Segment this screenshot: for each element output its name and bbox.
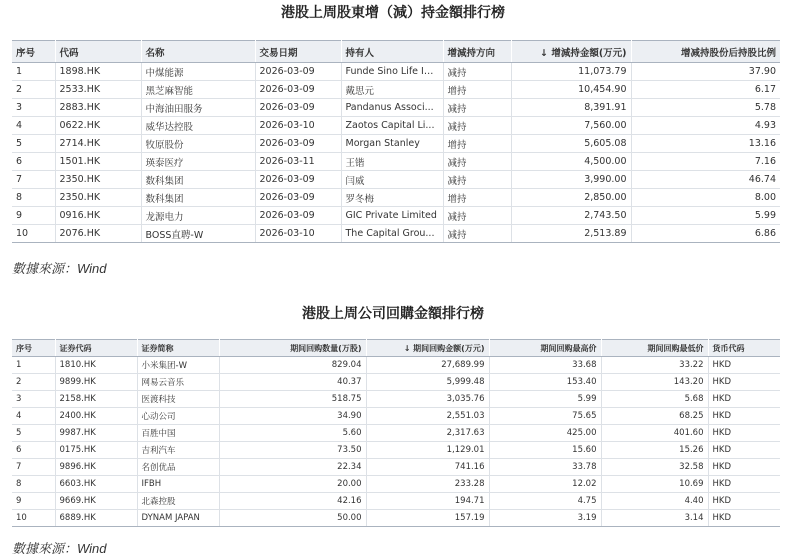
cell-security-name: 小米集团-W — [137, 357, 219, 374]
cell-trade-date: 2026-03-10 — [255, 117, 341, 135]
col-header-rank[interactable]: 序号 — [12, 41, 55, 63]
col-header-holder[interactable]: 持有人 — [341, 41, 443, 63]
cell-name: 龙源电力 — [141, 207, 255, 225]
cell-buyback-low: 32.58 — [601, 459, 708, 476]
table-row[interactable] — [12, 171, 780, 189]
cell-trade-date: 2026-03-09 — [255, 207, 341, 225]
cell-buyback-amount: 3,035.76 — [366, 391, 489, 408]
cell-currency: HKD — [708, 476, 780, 493]
cell-direction: 减持 — [443, 117, 511, 135]
cell-security-name: 网易云音乐 — [137, 374, 219, 391]
cell-buyback-amount: 194.71 — [366, 493, 489, 510]
col-header-buyback-shares[interactable]: 期间回购数量(万股) — [219, 340, 366, 357]
data-source-note: 數據來源：Wind — [12, 541, 107, 556]
cell-direction: 增持 — [443, 189, 511, 207]
cell-currency: HKD — [708, 391, 780, 408]
cell-security-name: 心动公司 — [137, 408, 219, 425]
cell-currency: HKD — [708, 510, 780, 527]
cell-direction: 减持 — [443, 63, 511, 81]
cell-amount: 2,513.89 — [511, 225, 631, 243]
cell-rank: 2 — [12, 81, 55, 99]
cell-rank: 6 — [12, 442, 55, 459]
data-source-note: 數據來源：Wind — [12, 261, 107, 276]
cell-holder: 闫威 — [341, 171, 443, 189]
cell-direction: 增持 — [443, 135, 511, 153]
table-row[interactable] — [12, 81, 780, 99]
cell-rank: 1 — [12, 63, 55, 81]
cell-name: BOSS直聘-W — [141, 225, 255, 243]
cell-buyback-low: 68.25 — [601, 408, 708, 425]
col-header-trade-date[interactable]: 交易日期 — [255, 41, 341, 63]
cell-buyback-shares: 42.16 — [219, 493, 366, 510]
cell-direction: 减持 — [443, 153, 511, 171]
cell-name: 数科集团 — [141, 189, 255, 207]
table-row[interactable] — [12, 493, 780, 510]
cell-buyback-low: 143.20 — [601, 374, 708, 391]
cell-rank: 5 — [12, 425, 55, 442]
cell-buyback-low: 5.68 — [601, 391, 708, 408]
table-row[interactable] — [12, 442, 780, 459]
cell-rank: 3 — [12, 391, 55, 408]
cell-rank: 4 — [12, 117, 55, 135]
table-row[interactable] — [12, 357, 780, 374]
cell-currency: HKD — [708, 357, 780, 374]
cell-security-code: 0175.HK — [55, 442, 137, 459]
cell-direction: 减持 — [443, 171, 511, 189]
cell-buyback-high: 5.99 — [489, 391, 601, 408]
cell-code: 2076.HK — [55, 225, 141, 243]
cell-name: 威华达控股 — [141, 117, 255, 135]
cell-trade-date: 2026-03-09 — [255, 189, 341, 207]
cell-buyback-shares: 40.37 — [219, 374, 366, 391]
cell-buyback-low: 401.60 — [601, 425, 708, 442]
cell-name: 瑛泰医疗 — [141, 153, 255, 171]
table-row[interactable] — [12, 189, 780, 207]
cell-currency: HKD — [708, 442, 780, 459]
table-row[interactable] — [12, 459, 780, 476]
cell-holder: Morgan Stanley — [341, 135, 443, 153]
cell-security-code: 2400.HK — [55, 408, 137, 425]
col-header-buyback-high[interactable]: 期间回购最高价 — [489, 340, 601, 357]
table-row[interactable] — [12, 425, 780, 442]
cell-buyback-shares: 5.60 — [219, 425, 366, 442]
cell-amount: 5,605.08 — [511, 135, 631, 153]
cell-buyback-shares: 50.00 — [219, 510, 366, 527]
cell-code: 1501.HK — [55, 153, 141, 171]
cell-amount: 4,500.00 — [511, 153, 631, 171]
cell-direction: 减持 — [443, 225, 511, 243]
table-row[interactable] — [12, 99, 780, 117]
cell-holding-ratio: 46.74 — [631, 171, 780, 189]
cell-buyback-low: 4.40 — [601, 493, 708, 510]
col-header-security-code[interactable]: 证券代码 — [55, 340, 137, 357]
cell-trade-date: 2026-03-09 — [255, 135, 341, 153]
cell-security-code: 6889.HK — [55, 510, 137, 527]
table-row[interactable] — [12, 63, 780, 81]
cell-security-code: 9987.HK — [55, 425, 137, 442]
cell-rank: 8 — [12, 189, 55, 207]
cell-holder: Pandanus Associ... — [341, 99, 443, 117]
cell-rank: 1 — [12, 357, 55, 374]
holder-change-table — [12, 40, 780, 243]
cell-trade-date: 2026-03-10 — [255, 225, 341, 243]
cell-rank: 4 — [12, 408, 55, 425]
cell-buyback-high: 15.60 — [489, 442, 601, 459]
cell-rank: 10 — [12, 225, 55, 243]
table-row[interactable] — [12, 476, 780, 493]
cell-rank: 2 — [12, 374, 55, 391]
col-header-buyback-amount-sorted[interactable]: ↓ 期间回购金额(万元) — [366, 340, 489, 357]
cell-holding-ratio: 4.93 — [631, 117, 780, 135]
cell-security-name: 百胜中国 — [137, 425, 219, 442]
cell-amount: 3,990.00 — [511, 171, 631, 189]
cell-rank: 7 — [12, 459, 55, 476]
cell-buyback-amount: 2,317.63 — [366, 425, 489, 442]
cell-buyback-high: 153.40 — [489, 374, 601, 391]
cell-buyback-shares: 20.00 — [219, 476, 366, 493]
cell-holder: The Capital Grou... — [341, 225, 443, 243]
cell-currency: HKD — [708, 493, 780, 510]
cell-amount: 11,073.79 — [511, 63, 631, 81]
cell-trade-date: 2026-03-11 — [255, 153, 341, 171]
cell-holder: 戴思元 — [341, 81, 443, 99]
col-header-holding-ratio[interactable]: 增减持股份后持股比例 — [631, 41, 780, 63]
cell-currency: HKD — [708, 374, 780, 391]
cell-code: 0622.HK — [55, 117, 141, 135]
cell-holding-ratio: 6.86 — [631, 225, 780, 243]
cell-trade-date: 2026-03-09 — [255, 81, 341, 99]
cell-buyback-low: 3.14 — [601, 510, 708, 527]
cell-holding-ratio: 13.16 — [631, 135, 780, 153]
cell-direction: 减持 — [443, 99, 511, 117]
cell-rank: 6 — [12, 153, 55, 171]
cell-holding-ratio: 7.16 — [631, 153, 780, 171]
cell-rank: 10 — [12, 510, 55, 527]
table-row[interactable] — [12, 408, 780, 425]
cell-trade-date: 2026-03-09 — [255, 171, 341, 189]
cell-code: 2350.HK — [55, 171, 141, 189]
cell-rank: 5 — [12, 135, 55, 153]
cell-holding-ratio: 6.17 — [631, 81, 780, 99]
cell-code: 2350.HK — [55, 189, 141, 207]
cell-rank: 7 — [12, 171, 55, 189]
col-header-name[interactable]: 名称 — [141, 41, 255, 63]
cell-security-name: 医渡科技 — [137, 391, 219, 408]
cell-name: 牧原股份 — [141, 135, 255, 153]
cell-security-code: 9669.HK — [55, 493, 137, 510]
cell-buyback-amount: 1,129.01 — [366, 442, 489, 459]
cell-holder: 王锴 — [341, 153, 443, 171]
cell-rank: 3 — [12, 99, 55, 117]
cell-buyback-high: 425.00 — [489, 425, 601, 442]
cell-amount: 10,454.90 — [511, 81, 631, 99]
table-row[interactable] — [12, 391, 780, 408]
buyback-table — [12, 339, 780, 527]
cell-trade-date: 2026-03-09 — [255, 99, 341, 117]
cell-holder: GIC Private Limited — [341, 207, 443, 225]
cell-security-name: 吉利汽车 — [137, 442, 219, 459]
cell-name: 中海油田服务 — [141, 99, 255, 117]
cell-currency: HKD — [708, 425, 780, 442]
col-header-currency[interactable]: 货币代码 — [708, 340, 780, 357]
cell-buyback-amount: 2,551.03 — [366, 408, 489, 425]
cell-buyback-shares: 34.90 — [219, 408, 366, 425]
cell-code: 2714.HK — [55, 135, 141, 153]
col-header-buyback-low[interactable]: 期间回购最低价 — [601, 340, 708, 357]
cell-amount: 8,391.91 — [511, 99, 631, 117]
cell-buyback-low: 33.22 — [601, 357, 708, 374]
holder-change-table-title: 港股上周股東增（減）持金額排行榜 — [281, 5, 505, 21]
cell-security-code: 2158.HK — [55, 391, 137, 408]
cell-name: 中煤能源 — [141, 63, 255, 81]
table-row[interactable] — [12, 135, 780, 153]
table-row[interactable] — [12, 153, 780, 171]
cell-buyback-amount: 741.16 — [366, 459, 489, 476]
cell-buyback-shares: 518.75 — [219, 391, 366, 408]
cell-rank: 8 — [12, 476, 55, 493]
table-row[interactable] — [12, 117, 780, 135]
cell-security-code: 9899.HK — [55, 374, 137, 391]
cell-holding-ratio: 37.90 — [631, 63, 780, 81]
cell-buyback-high: 33.68 — [489, 357, 601, 374]
cell-holder: Funde Sino Life In... — [341, 63, 443, 81]
table-row[interactable] — [12, 510, 780, 527]
cell-holder: Zaotos Capital Li... — [341, 117, 443, 135]
cell-code: 1898.HK — [55, 63, 141, 81]
cell-currency: HKD — [708, 459, 780, 476]
cell-currency: HKD — [708, 408, 780, 425]
cell-buyback-shares: 73.50 — [219, 442, 366, 459]
col-header-rank[interactable]: 序号 — [12, 340, 55, 357]
cell-security-name: 名创优品 — [137, 459, 219, 476]
table-row[interactable] — [12, 225, 780, 243]
cell-buyback-low: 15.26 — [601, 442, 708, 459]
col-header-code[interactable]: 代码 — [55, 41, 141, 63]
cell-name: 数科集团 — [141, 171, 255, 189]
cell-amount: 7,560.00 — [511, 117, 631, 135]
table-row[interactable] — [12, 374, 780, 391]
cell-buyback-amount: 157.19 — [366, 510, 489, 527]
cell-code: 2883.HK — [55, 99, 141, 117]
cell-buyback-amount: 27,689.99 — [366, 357, 489, 374]
table-header-row — [12, 41, 780, 63]
table-row[interactable] — [12, 207, 780, 225]
cell-buyback-low: 10.69 — [601, 476, 708, 493]
cell-security-name: 北森控股 — [137, 493, 219, 510]
cell-security-code: 6603.HK — [55, 476, 137, 493]
cell-holding-ratio: 8.00 — [631, 189, 780, 207]
cell-buyback-shares: 22.34 — [219, 459, 366, 476]
cell-amount: 2,850.00 — [511, 189, 631, 207]
cell-name: 黑芝麻智能 — [141, 81, 255, 99]
col-header-amount-sorted[interactable]: ↓ 增減持金額(万元) — [511, 41, 631, 63]
cell-security-name: IFBH — [137, 476, 219, 493]
cell-rank: 9 — [12, 493, 55, 510]
cell-amount: 2,743.50 — [511, 207, 631, 225]
cell-security-name: DYNAM JAPAN — [137, 510, 219, 527]
col-header-security-name[interactable]: 证券简称 — [137, 340, 219, 357]
cell-buyback-high: 12.02 — [489, 476, 601, 493]
buyback-table-title: 港股上周公司回購金額排行榜 — [302, 306, 484, 322]
cell-holding-ratio: 5.78 — [631, 99, 780, 117]
cell-security-code: 9896.HK — [55, 459, 137, 476]
cell-trade-date: 2026-03-09 — [255, 63, 341, 81]
cell-rank: 9 — [12, 207, 55, 225]
col-header-direction[interactable]: 增減持方向 — [443, 41, 511, 63]
cell-buyback-amount: 233.28 — [366, 476, 489, 493]
table-header-row — [12, 340, 780, 357]
cell-security-code: 1810.HK — [55, 357, 137, 374]
cell-direction: 减持 — [443, 207, 511, 225]
cell-code: 0916.HK — [55, 207, 141, 225]
cell-code: 2533.HK — [55, 81, 141, 99]
cell-buyback-amount: 5,999.48 — [366, 374, 489, 391]
cell-direction: 增持 — [443, 81, 511, 99]
cell-buyback-high: 4.75 — [489, 493, 601, 510]
cell-buyback-shares: 829.04 — [219, 357, 366, 374]
cell-buyback-high: 3.19 — [489, 510, 601, 527]
cell-buyback-high: 33.78 — [489, 459, 601, 476]
cell-buyback-high: 75.65 — [489, 408, 601, 425]
cell-holder: 罗冬梅 — [341, 189, 443, 207]
cell-holding-ratio: 5.99 — [631, 207, 780, 225]
